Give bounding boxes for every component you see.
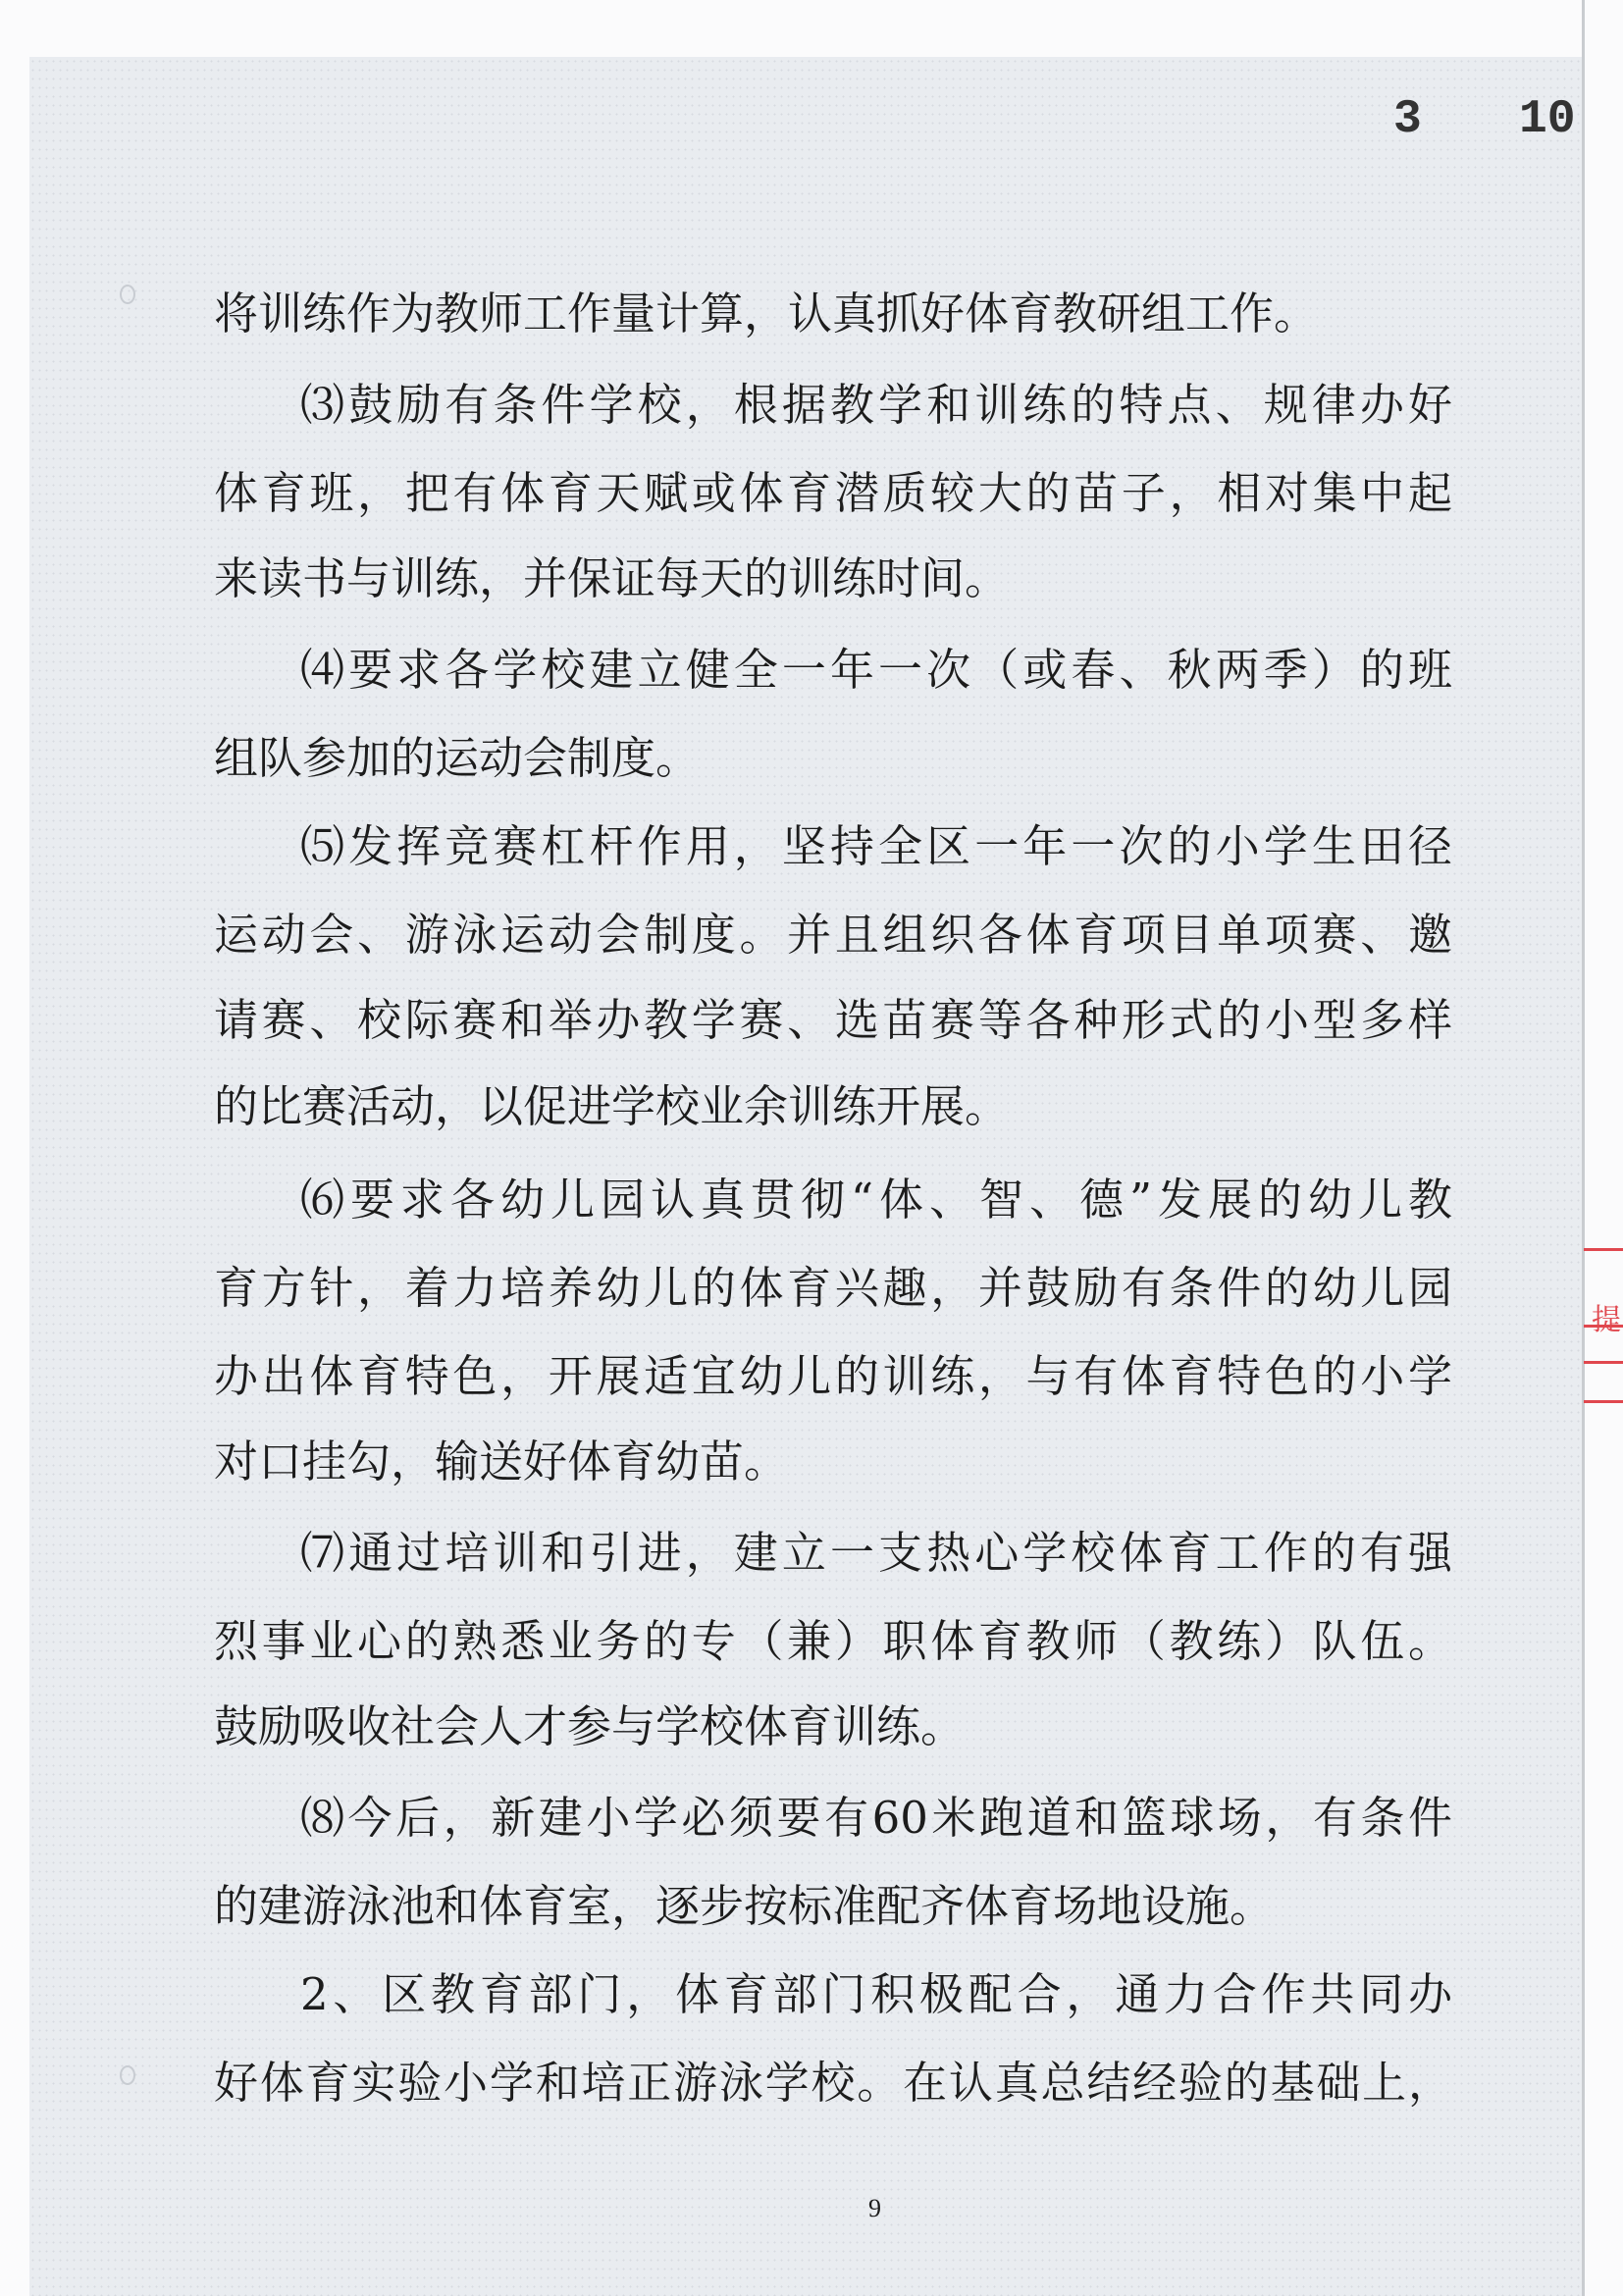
text-line: 办出体育特色，开展适宜幼儿的训练，与有体育特色的小学 xyxy=(214,1349,1452,1402)
text-line: 的建游泳池和体育室，逐步按标准配齐体育场地设施。 xyxy=(214,1879,1275,1932)
text-line: 体育班，把有体育天赋或体育潜质较大的苗子，相对集中起 xyxy=(214,466,1452,519)
text-line: 的比赛活动，以促进学校业余训练开展。 xyxy=(214,1080,1010,1132)
stamp-text: 提 xyxy=(1592,1303,1621,1337)
text-line: 好体育实验小学和培正游泳学校。在认真总结经验的基础上， xyxy=(214,2056,1452,2109)
red-stamp xyxy=(1584,1248,1623,1425)
text-line: ⑺通过培训和引进，建立一支热心学校体育工作的有强 xyxy=(300,1526,1452,1579)
text-line: 烈事业心的熟悉业务的专（兼）职体育教师（教练）队伍。 xyxy=(214,1614,1452,1667)
text-line: 2、区教育部门，体育部门积极配合，通力合作共同办 xyxy=(300,1967,1452,2020)
text-line: 育方针，着力培养幼儿的体育兴趣，并鼓励有条件的幼儿园 xyxy=(214,1261,1452,1314)
page-number: 9 xyxy=(868,2194,881,2222)
text-line: 运动会、游泳运动会制度。并且组织各体育项目单项赛、邀 xyxy=(214,908,1452,961)
text-line: 组队参加的运动会制度。 xyxy=(214,731,701,784)
text-line: ⑶鼓励有条件学校，根据教学和训练的特点、规律办好 xyxy=(300,378,1452,431)
text-line: 请赛、校际赛和举办教学赛、选苗赛等各种形式的小型多样 xyxy=(214,993,1452,1046)
text-line: ⑹要求各幼儿园认真贯彻“体、智、德”发展的幼儿教 xyxy=(300,1173,1452,1226)
binding-hole xyxy=(120,2065,135,2085)
page-edge xyxy=(1582,0,1585,2296)
text-line: ⑸发挥竞赛杠杆作用，坚持全区一年一次的小学生田径 xyxy=(300,819,1452,872)
text-line: 对口挂勾，输送好体育幼苗。 xyxy=(214,1435,789,1487)
text-line: ⑷要求各学校建立健全一年一次（或春、秋两季）的班 xyxy=(300,643,1452,696)
corner-mark-left: 3 xyxy=(1393,93,1422,146)
text-line: 来读书与训练，并保证每天的训练时间。 xyxy=(214,551,1010,604)
text-line: ⑻今后，新建小学必须要有60米跑道和篮球场，有条件 xyxy=(300,1791,1452,1844)
binding-hole xyxy=(120,285,135,304)
corner-page-mark: 10 xyxy=(1519,93,1576,146)
text-line: 将训练作为教师工作量计算，认真抓好体育教研组工作。 xyxy=(214,287,1319,339)
text-line: 鼓励吸收社会人才参与学校体育训练。 xyxy=(214,1699,966,1752)
